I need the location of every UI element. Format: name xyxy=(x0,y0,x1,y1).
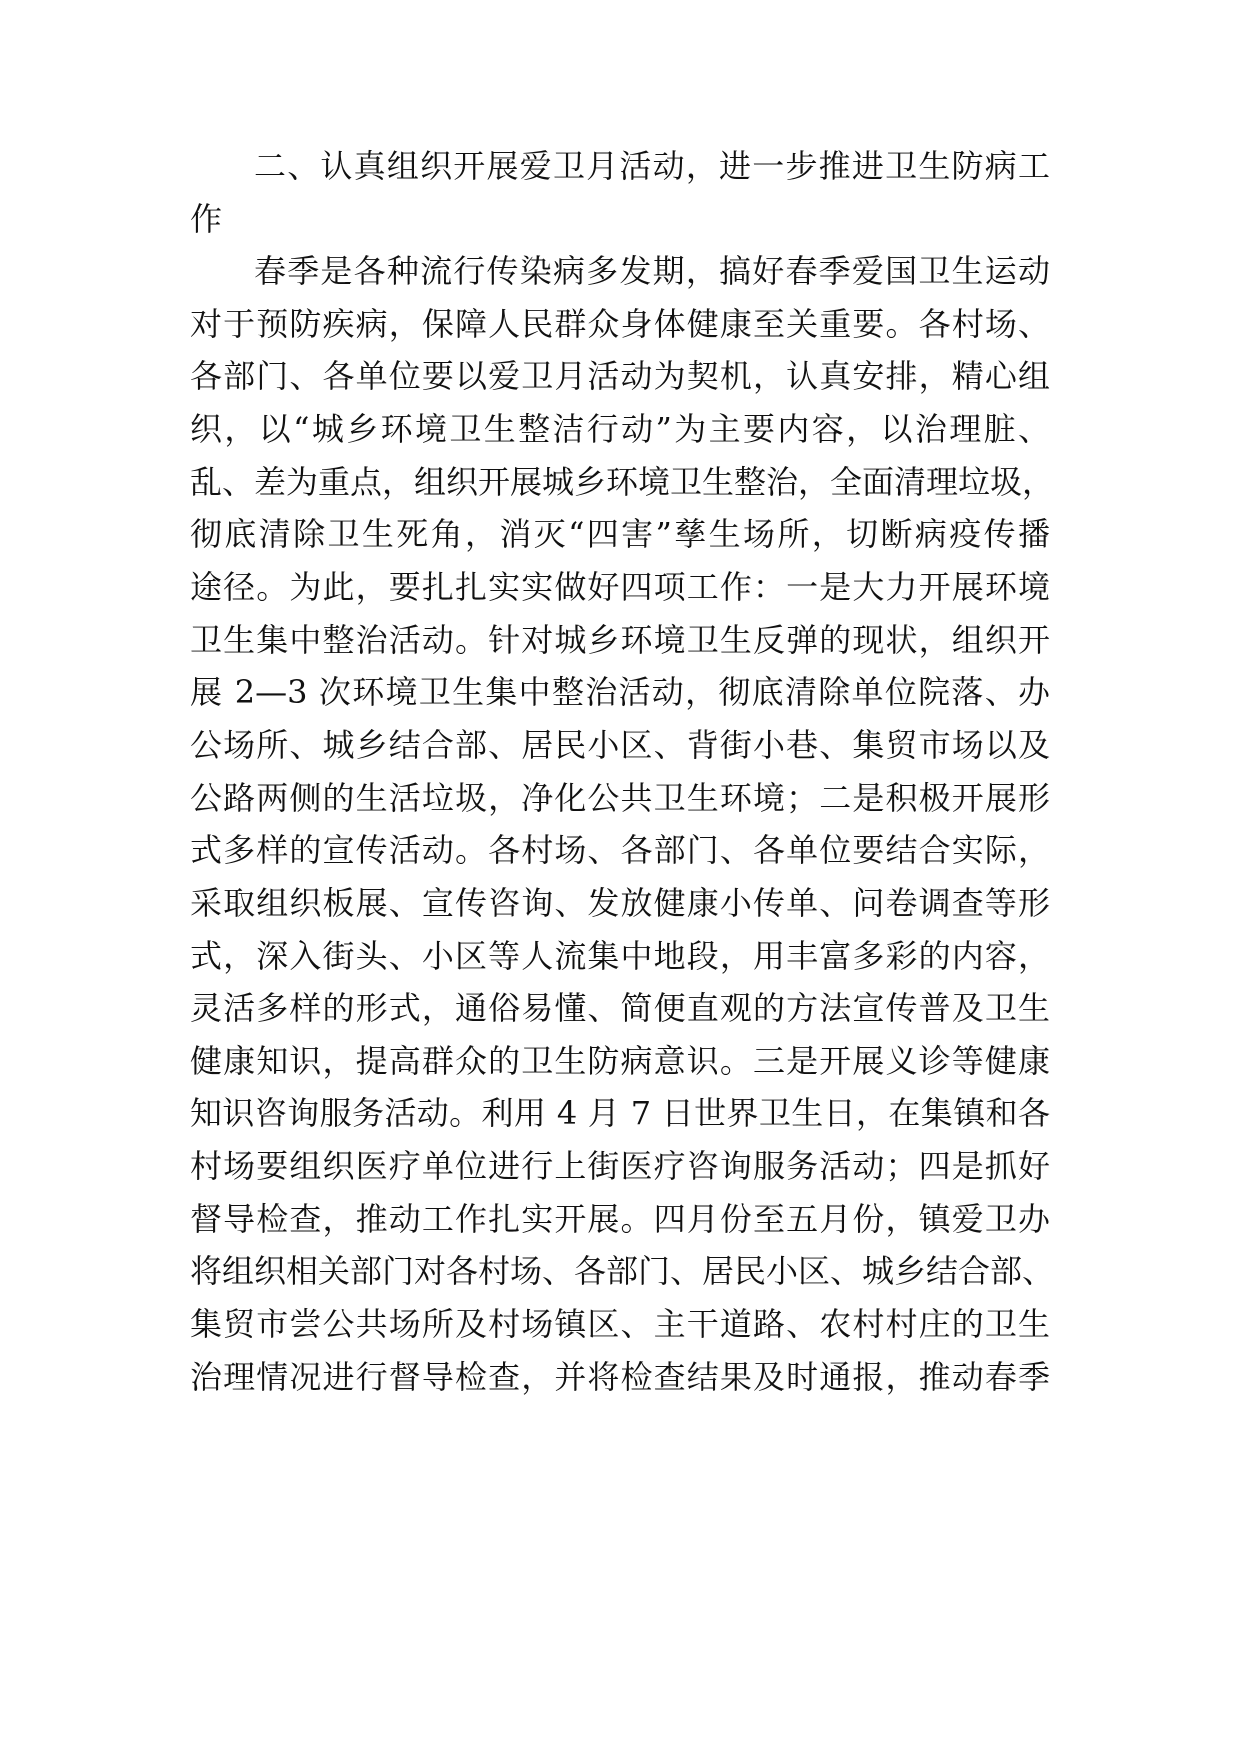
body-text-line: 对于预防疾病，保障人民群众身体健康至关重要。各村场、 xyxy=(190,305,1050,343)
section-heading-line-1: 二、认真组织开展爱卫月活动，进一步推进卫生防病工 xyxy=(254,147,1050,185)
body-text-line: 彻底清除卫生死角，消灭“四害”孳生场所，切断病疫传播 xyxy=(190,515,1050,553)
body-text-line: 知识咨询服务活动。利用 4 月 7 日世界卫生日，在集镇和各 xyxy=(190,1094,1050,1132)
body-text-line: 卫生集中整治活动。针对城乡环境卫生反弹的现状，组织开 xyxy=(190,621,1050,659)
body-text-line: 展 2—3 次环境卫生集中整治活动，彻底清除单位院落、办 xyxy=(190,673,1050,711)
body-text-line: 健康知识，提高群众的卫生防病意识。三是开展义诊等健康 xyxy=(190,1042,1050,1080)
body-text-line: 织，以“城乡环境卫生整洁行动”为主要内容，以治理脏、 xyxy=(190,410,1050,448)
body-text-line: 将组织相关部门对各村场、各部门、居民小区、城乡结合部、 xyxy=(190,1252,1055,1290)
body-text-line: 式多样的宣传活动。各村场、各部门、各单位要结合实际， xyxy=(190,831,1050,869)
body-text-line: 乱、差为重点，组织开展城乡环境卫生整治，全面清理垃圾， xyxy=(190,463,1055,501)
body-text-line: 公路两侧的生活垃圾，净化公共卫生环境；二是积极开展形 xyxy=(190,779,1050,817)
section-heading-line-2: 作 xyxy=(190,200,223,238)
body-text-line: 集贸市尝公共场所及村场镇区、主干道路、农村村庄的卫生 xyxy=(190,1305,1050,1343)
body-text-line: 采取组织板展、宣传咨询、发放健康小传单、问卷调查等形 xyxy=(190,884,1050,922)
body-text-line: 春季是各种流行传染病多发期，搞好春季爱国卫生运动 xyxy=(254,252,1050,290)
body-text-line: 式，深入街头、小区等人流集中地段，用丰富多彩的内容， xyxy=(190,937,1050,975)
body-text-line: 途径。为此，要扎扎实实做好四项工作：一是大力开展环境 xyxy=(190,568,1050,606)
body-text-line: 公场所、城乡结合部、居民小区、背街小巷、集贸市场以及 xyxy=(190,726,1050,764)
body-text-line: 灵活多样的形式，通俗易懂、简便直观的方法宣传普及卫生 xyxy=(190,989,1050,1027)
body-text-line: 治理情况进行督导检查，并将检查结果及时通报，推动春季 xyxy=(190,1358,1050,1396)
body-text-line: 各部门、各单位要以爱卫月活动为契机，认真安排，精心组 xyxy=(190,357,1050,395)
body-text-line: 村场要组织医疗单位进行上街医疗咨询服务活动；四是抓好 xyxy=(190,1147,1050,1185)
body-text-line: 督导检查，推动工作扎实开展。四月份至五月份，镇爱卫办 xyxy=(190,1200,1050,1238)
